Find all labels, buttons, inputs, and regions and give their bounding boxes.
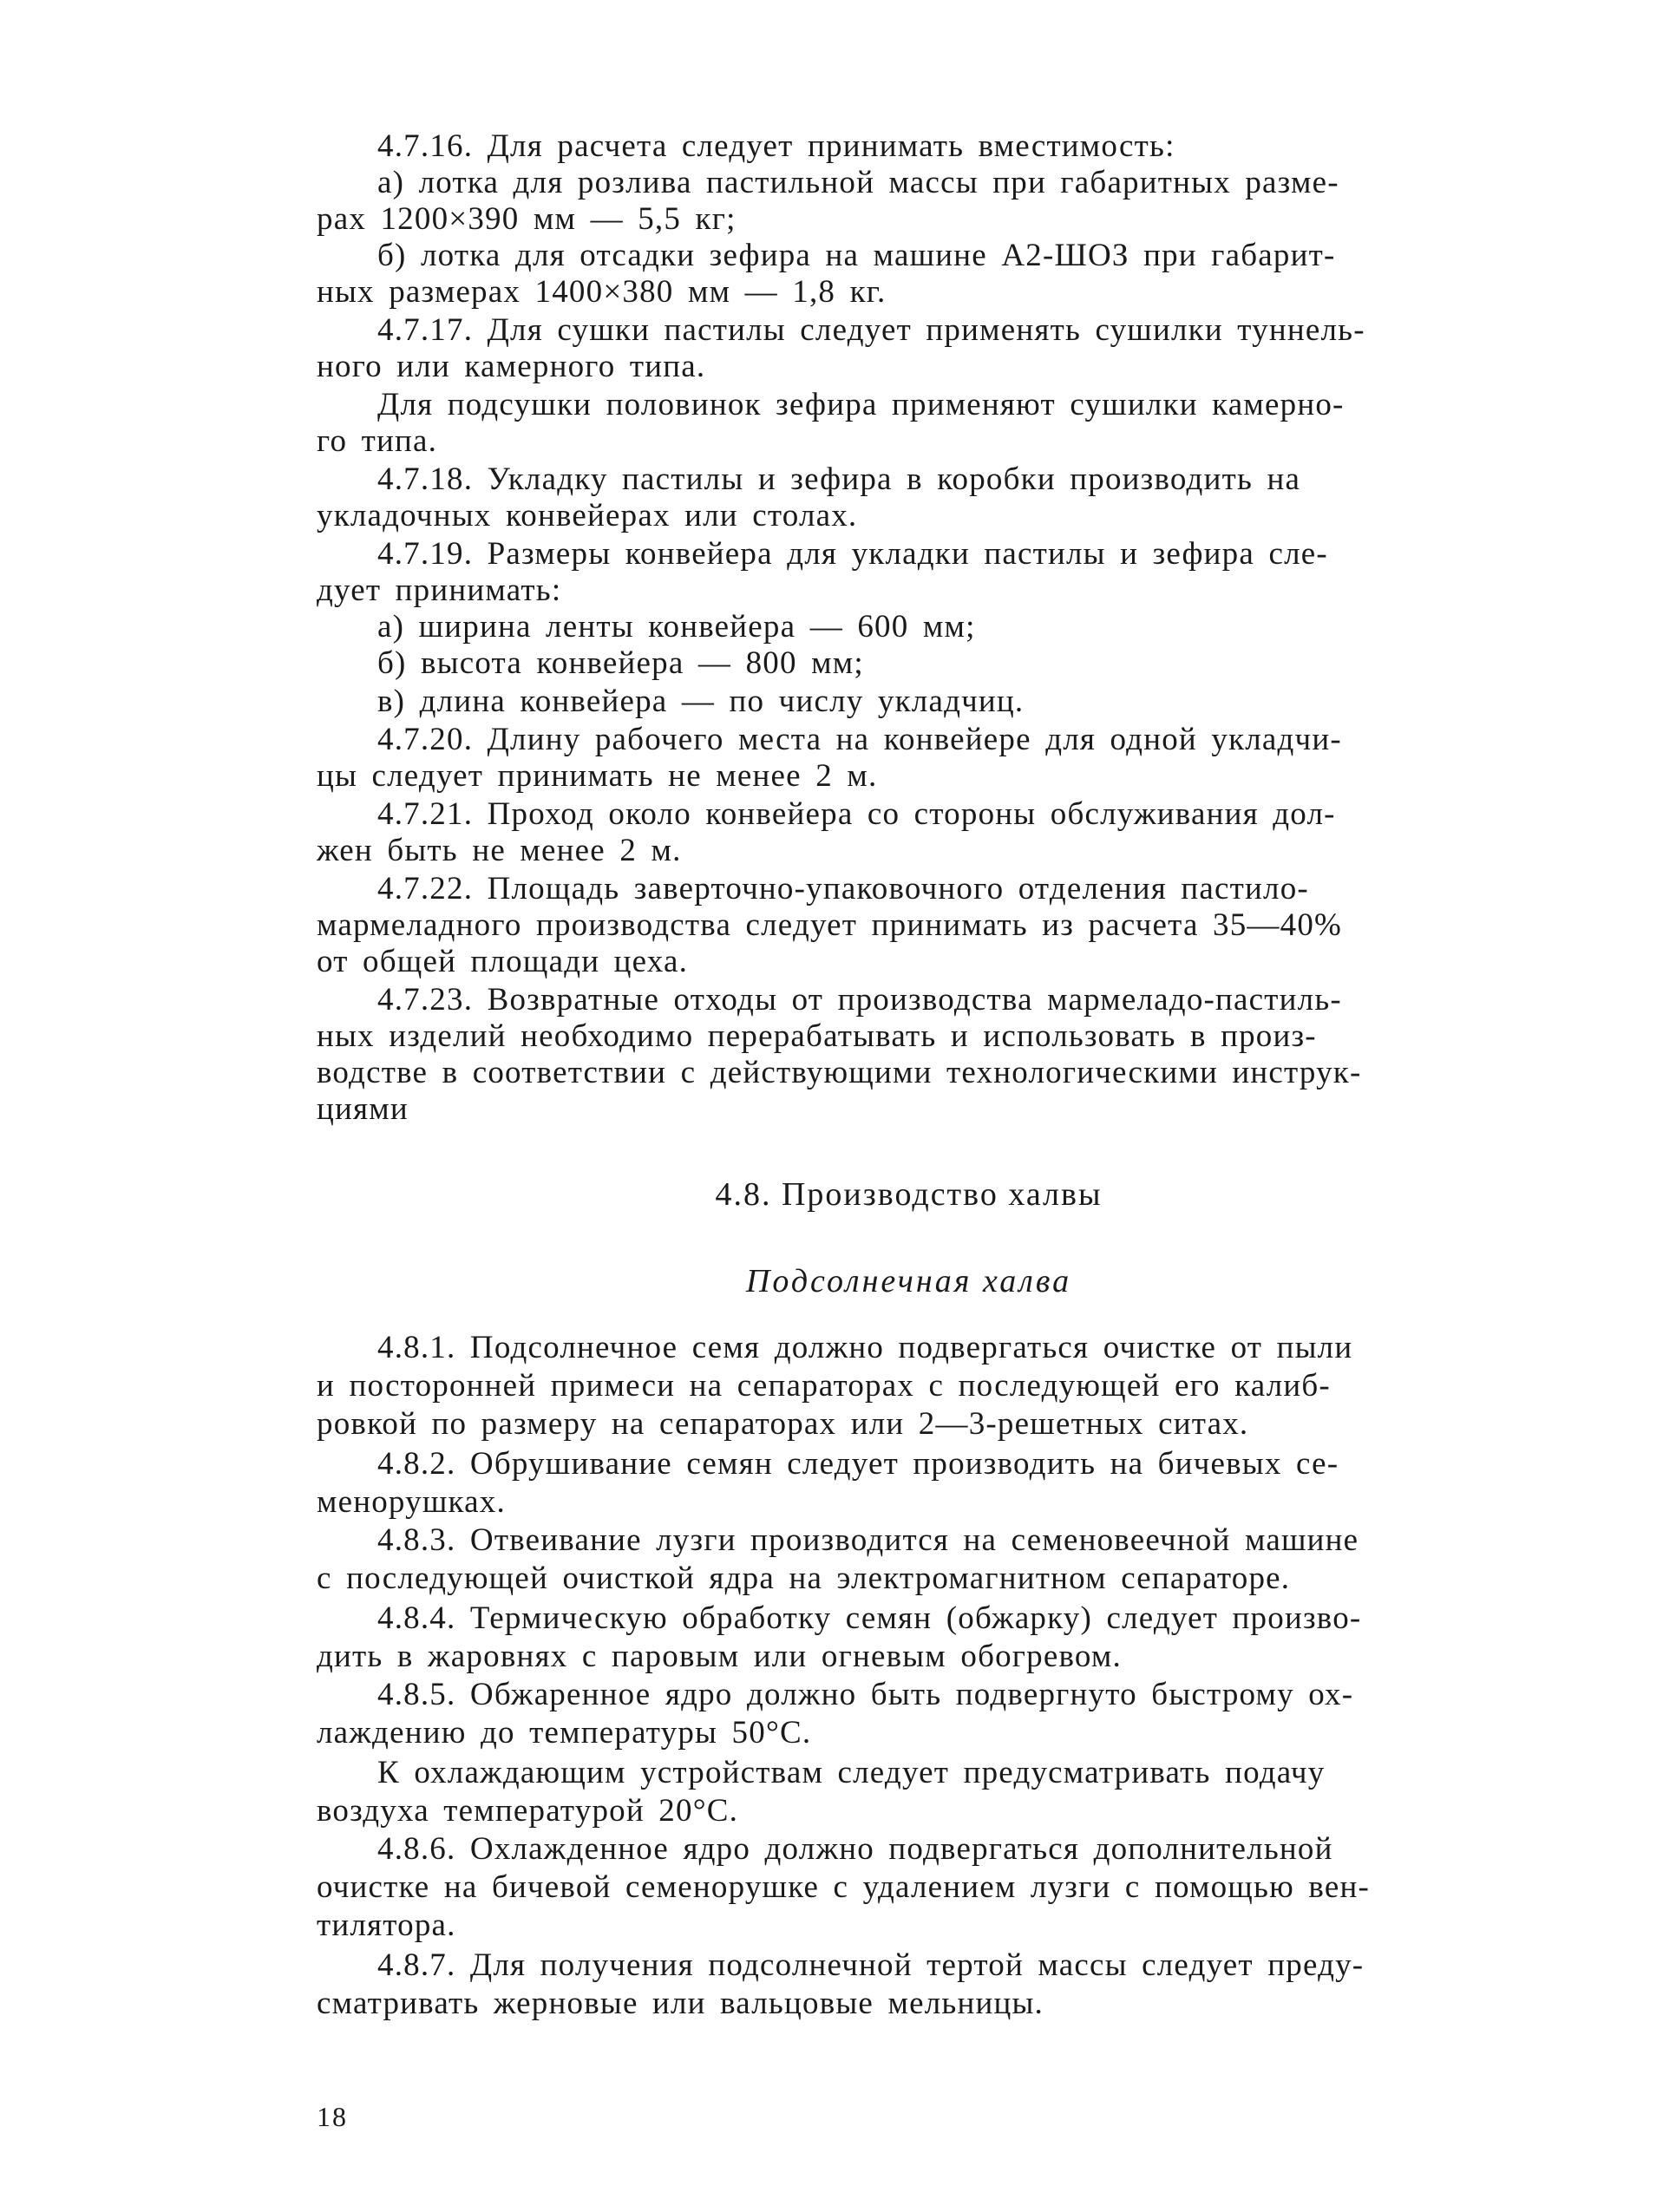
- paragraph-line: водстве в соответствии с действующими технологическими инструк-: [317, 1055, 1362, 1090]
- paragraph-line: ровкой по размеру на сепараторах или 2—3-решетных ситах.: [317, 1406, 1249, 1442]
- paragraph-line: рах 1200×390 мм — 5,5 кг;: [317, 201, 737, 237]
- paragraph-line: 4.7.23. Возвратные отходы от производства мармеладо-пастиль-: [377, 982, 1342, 1018]
- paragraph-line: сматривать жерновые или вальцовые мельницы.: [317, 1986, 1044, 2021]
- paragraph-line: с последующей очисткой ядра на электромагнитном сепараторе.: [317, 1561, 1291, 1596]
- paragraph-line: жен быть не менее 2 м.: [317, 833, 682, 868]
- paragraph-line: в) длина конвейера — по числу укладчиц.: [377, 684, 1025, 719]
- paragraph-line: цы следует принимать не менее 2 м.: [317, 758, 878, 794]
- paragraph-line: циями: [317, 1091, 409, 1127]
- paragraph-line: 4.8.6. Охлажденное ядро должно подвергаться дополнительной: [377, 1831, 1333, 1867]
- paragraph-line: Для подсушки половинок зефира применяют сушилки камерно-: [377, 387, 1345, 422]
- paragraph-line: го типа.: [317, 423, 438, 459]
- paragraph-line: тилятора.: [317, 1908, 456, 1943]
- paragraph-line: от общей площади цеха.: [317, 944, 689, 979]
- paragraph-line: а) ширина ленты конвейера — 600 мм;: [377, 609, 976, 645]
- paragraph-line: 4.8.3. Отвеивание лузги производится на семеновеечной машине: [377, 1522, 1359, 1558]
- paragraph-line: 4.8.4. Термическую обработку семян (обжарку) следует произво-: [377, 1600, 1362, 1636]
- section-heading: 4.8. Производство халвы: [715, 1176, 1103, 1213]
- paragraph-line: 4.8.7. Для получения подсолнечной тертой массы следует преду-: [377, 1947, 1365, 1983]
- page-number: 18: [317, 2101, 348, 2132]
- paragraph-line: 4.7.16. Для расчета следует принимать вместимость:: [377, 128, 1175, 164]
- section-subheading: Подсолнечная халва: [745, 1263, 1072, 1299]
- paragraph-line: 4.7.18. Укладку пастилы и зефира в коробки производить на: [377, 461, 1301, 497]
- paragraph-line: К охлаждающим устройствам следует предусматривать подачу: [377, 1755, 1326, 1790]
- paragraph-line: ного или камерного типа.: [317, 349, 706, 384]
- paragraph-line: б) высота конвейера — 800 мм;: [377, 645, 864, 681]
- paragraph-line: 4.7.21. Проход около конвейера со стороны обслуживания дол-: [377, 796, 1336, 832]
- paragraph-line: менорушках.: [317, 1484, 506, 1520]
- paragraph-line: а) лотка для розлива пастильной массы при габаритных разме-: [377, 165, 1339, 200]
- paragraph-line: дить в жаровнях с паровым или огневым обогревом.: [317, 1639, 1122, 1674]
- paragraph-line: 4.8.2. Обрушивание семян следует производить на бичевых се-: [377, 1446, 1339, 1482]
- paragraph-line: дует принимать:: [317, 573, 562, 608]
- paragraph-line: лаждению до температуры 50°С.: [317, 1715, 812, 1751]
- paragraph-line: укладочных конвейерах или столах.: [317, 498, 858, 533]
- paragraph-line: ных размерах 1400×380 мм — 1,8 кг.: [317, 274, 887, 310]
- paragraph-line: и посторонней примеси на сепараторах с последующей его калиб-: [317, 1368, 1331, 1404]
- paragraph-line: 4.8.1. Подсолнечное семя должно подвергаться очистке от пыли: [377, 1330, 1353, 1365]
- paragraph-line: мармеладного производства следует принимать из расчета 35—40%: [317, 907, 1343, 943]
- paragraph-line: очистке на бичевой семенорушке с удалением лузги с помощью вен-: [317, 1869, 1370, 1905]
- paragraph-line: 4.7.20. Длину рабочего места на конвейере для одной укладчи-: [377, 722, 1342, 757]
- paragraph-line: ных изделий необходимо перерабатывать и использовать в произ-: [317, 1018, 1317, 1054]
- paragraph-line: 4.8.5. Обжаренное ядро должно быть подвергнуто быстрому ох-: [377, 1677, 1354, 1712]
- paragraph-line: воздуха температурой 20°С.: [317, 1793, 739, 1829]
- paragraph-line: 4.7.22. Площадь заверточно-упаковочного отделения пастило-: [377, 871, 1309, 906]
- paragraph-line: 4.7.19. Размеры конвейера для укладки пастилы и зефира сле-: [377, 536, 1328, 572]
- paragraph-line: 4.7.17. Для сушки пастилы следует применять сушилки туннель-: [377, 312, 1365, 348]
- paragraph-line: б) лотка для отсадки зефира на машине А2-ШОЗ при габарит-: [377, 238, 1336, 273]
